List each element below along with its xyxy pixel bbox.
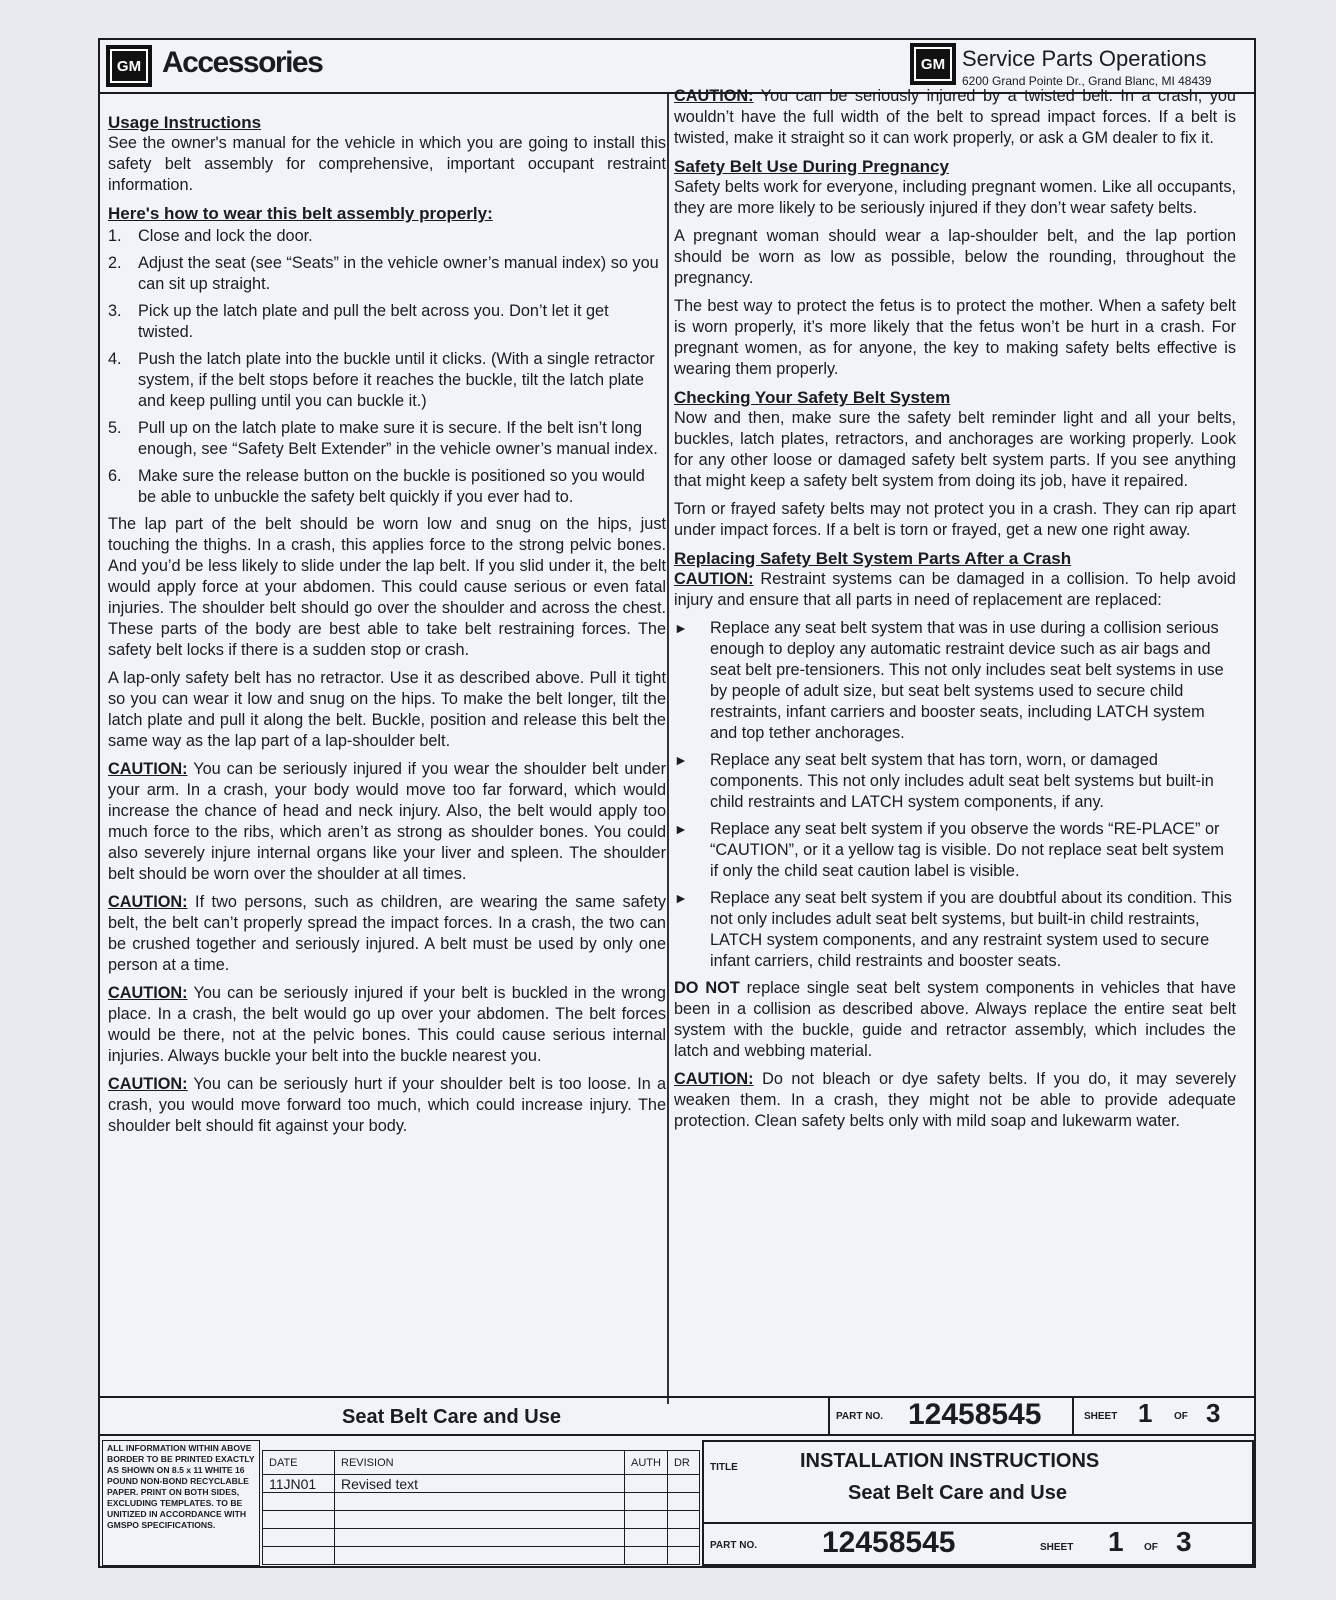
caution-bleach bbox=[674, 1069, 1236, 1132]
footer-bar bbox=[100, 1396, 1254, 1436]
caution-label: CAUTION: bbox=[674, 570, 754, 588]
step-text: Close and lock the door. bbox=[138, 227, 313, 245]
caution-restraint-damaged bbox=[674, 569, 1236, 611]
usage-heading: Usage Instructions bbox=[108, 113, 262, 132]
list-item bbox=[674, 888, 1236, 972]
caution-text: If two persons, such as children, are wearing the same safety belt, the belt can’t properly spread the impact forces. In a crash, the two can be crushed together and seriously injured. A belt must be used by only one person at a time. bbox=[108, 893, 666, 974]
list-item bbox=[674, 750, 1236, 813]
step-number: 2. bbox=[108, 254, 122, 272]
arrow-bullet-icon: ► bbox=[674, 620, 688, 636]
instruction-sheet bbox=[98, 38, 1256, 1568]
caution-two-persons bbox=[108, 892, 666, 976]
arrow-bullet-icon: ► bbox=[674, 752, 688, 768]
table-row bbox=[263, 1511, 700, 1529]
checking-paragraph-1: Now and then, make sure the safety belt reminder light and all your belts, buckles, latch plates, retractors, and anchorages are working properly. Look for any other loose or damaged safety belt system parts. If you see anything that might keep a safety belt system from doing its job, have it repaired. bbox=[674, 409, 1236, 490]
list-item bbox=[674, 819, 1236, 882]
caution-shoulder-under-arm bbox=[108, 759, 666, 885]
part-number: 12458545 bbox=[908, 1398, 1042, 1431]
replace-list bbox=[674, 618, 1236, 972]
arrow-bullet-icon: ► bbox=[674, 890, 688, 906]
caution-label: CAUTION: bbox=[108, 1075, 188, 1093]
of-label: OF bbox=[1174, 1411, 1188, 1422]
title-box bbox=[702, 1440, 1254, 1566]
step-text: Make sure the release button on the buckle is positioned so you would be able to unbuckle the safety belt quickly if you ever had to. bbox=[138, 467, 645, 506]
col-revision: REVISION bbox=[335, 1451, 625, 1475]
table-row bbox=[263, 1475, 700, 1493]
do-not-label: DO NOT bbox=[674, 979, 740, 997]
title-main: INSTALLATION INSTRUCTIONS bbox=[800, 1450, 1100, 1472]
list-item bbox=[674, 618, 1236, 744]
sheet-total: 3 bbox=[1206, 1398, 1221, 1428]
sheet-number: 1 bbox=[1138, 1398, 1153, 1428]
replacing-heading: Replacing Safety Belt System Parts After a Crash bbox=[674, 549, 1072, 568]
bullet-text: Replace any seat belt system that was in use during a collision serious enough to deploy any automatic restraint device such as air bags and seat belt pre-tensioners. This not only includes seat belt systems in use by people of adult size, but seat belt systems used to secure child restraints, infant carriers and booster seats, including LATCH system and top tether anchorages. bbox=[710, 619, 1224, 742]
step-text: Adjust the seat (see “Seats” in the vehicle owner’s manual index) so you can sit up straight. bbox=[138, 254, 659, 293]
title-block bbox=[100, 1438, 1254, 1568]
gm-logo-icon-right: GM bbox=[910, 43, 956, 85]
step-text: Pick up the latch plate and pull the belt across you. Don’t let it get twisted. bbox=[138, 302, 609, 341]
part-label: PART NO. bbox=[836, 1411, 884, 1422]
caution-text: You can be seriously injured if you wear the shoulder belt under your arm. In a crash, your body would move too far forward, which would increase the chance of head and neck injury. Also, the belt would apply too much force to the ribs, which aren’t as strong as shoulder bones. You could also severely injure internal organs like your liver and spleen. The shoulder belt should be worn over the shoulder at all times. bbox=[108, 760, 666, 883]
step-number: 5. bbox=[108, 419, 122, 437]
table-row bbox=[263, 1529, 700, 1547]
caution-text: You can be seriously hurt if your shoulder belt is too loose. In a crash, you would move forward too much, which could increase injury. The shoulder belt should fit against your body. bbox=[108, 1075, 666, 1135]
rev-auth bbox=[625, 1475, 668, 1493]
caution-text: Do not bleach or dye safety belts. If you do, it may severely weaken them. In a crash, they might not be able to provide adequate protection. Clean safety belts only with mild soap and lukewarm water. bbox=[674, 1070, 1236, 1130]
accessories-wordmark: Accessories bbox=[162, 46, 323, 79]
bullet-text: Replace any seat belt system that has torn, worn, or damaged components. This not only includes adult seat belt systems but built-in child restraints and LATCH system components, if any. bbox=[710, 751, 1214, 811]
step-text: Push the latch plate into the buckle until it clicks. (With a single retractor system, if the belt stops before it reaches the buckle, tilt the latch plate and keep pulling until you can buckle it.) bbox=[138, 350, 655, 410]
pregnancy-paragraph-2: A pregnant woman should wear a lap-shoulder belt, and the lap portion should be worn as low as possible, below the rounding, throughout the pregnancy. bbox=[674, 227, 1236, 287]
org-name: Service Parts Operations bbox=[962, 46, 1207, 71]
org-address: 6200 Grand Pointe Dr., Grand Blanc, MI 48439 bbox=[962, 74, 1212, 88]
footer-title: Seat Belt Care and Use bbox=[342, 1406, 561, 1428]
table-row bbox=[263, 1547, 700, 1565]
title-sub: Seat Belt Care and Use bbox=[848, 1482, 1067, 1504]
part-number-cell bbox=[828, 1398, 1072, 1434]
sheet-number-bottom: 1 bbox=[1108, 1526, 1124, 1557]
checking-heading: Checking Your Safety Belt System bbox=[674, 388, 951, 407]
list-item bbox=[108, 466, 666, 508]
lap-belt-paragraph: The lap part of the belt should be worn low and snug on the hips, just touching the thighs. In a crash, this applies force to the strong pelvic bones. And you’d be less likely to slide under the lap belt. If you slid under it, the belt would apply force at your abdomen. This could cause serious or even fatal injuries. The shoulder belt should go over the shoulder and across the chest. These parts of the body are best able to take belt restraining forces. The safety belt locks if there is a sudden stop or crash. bbox=[108, 515, 666, 659]
rev-dr bbox=[667, 1475, 699, 1493]
caution-twisted-belt bbox=[674, 86, 1236, 149]
bullet-text: Replace any seat belt system if you are doubtful about its condition. This not only includes adult seat belt systems, but built-in child restraints, LATCH system components, and any restraint system used to secure infant carriers, child restraints and booster seats. bbox=[710, 889, 1232, 970]
left-column bbox=[108, 108, 666, 1144]
bullet-text: Replace any seat belt system if you observe the words “RE-PLACE” or “CAUTION”, or it a yellow tag is visible. Do not replace seat belt system if only the child seat caution label is visible. bbox=[710, 820, 1224, 880]
step-number: 1. bbox=[108, 227, 122, 245]
right-column bbox=[674, 86, 1236, 1139]
gm-logo-icon: GM bbox=[106, 45, 152, 87]
steps-list bbox=[108, 226, 666, 508]
do-not-paragraph bbox=[674, 978, 1236, 1062]
list-item bbox=[108, 349, 666, 412]
caution-label: CAUTION: bbox=[108, 984, 188, 1002]
caution-label: CAUTION: bbox=[674, 87, 754, 105]
part-number-bottom: 12458545 bbox=[822, 1526, 956, 1559]
title-rule bbox=[704, 1522, 1252, 1524]
list-item bbox=[108, 226, 666, 247]
table-row bbox=[263, 1493, 700, 1511]
step-number: 4. bbox=[108, 350, 122, 368]
rev-text: Revised text bbox=[335, 1475, 625, 1493]
list-item bbox=[108, 301, 666, 343]
pregnancy-paragraph-1: Safety belts work for everyone, including pregnant women. Like all occupants, they are more likely to be seriously injured if they don’t wear safety belts. bbox=[674, 178, 1236, 217]
step-text: Pull up on the latch plate to make sure it is secure. If the belt isn’t long enough, see “Safety Belt Extender” in the vehicle owner’s manual index. bbox=[138, 419, 658, 458]
caution-label: CAUTION: bbox=[108, 760, 188, 778]
caution-text: You can be seriously injured if your belt is buckled in the wrong place. In a crash, the belt would go up over your abdomen. The belt forces would be there, not at the pelvic bones. This could cause serious internal injuries. Always buckle your belt into the buckle nearest you. bbox=[108, 984, 666, 1065]
step-number: 3. bbox=[108, 302, 122, 320]
sheet-label: SHEET bbox=[1084, 1411, 1118, 1422]
col-auth: AUTH bbox=[625, 1451, 668, 1475]
do-not-text: replace single seat belt system components in vehicles that have been in a collision as described above. Always replace the entire seat belt system with the buckle, guide and retractor assembly, which includes the latch and webbing material. bbox=[674, 979, 1236, 1060]
caution-label: CAUTION: bbox=[674, 1070, 754, 1088]
title-label: TITLE bbox=[710, 1462, 738, 1473]
pregnancy-heading: Safety Belt Use During Pregnancy bbox=[674, 157, 949, 176]
sheet-total-bottom: 3 bbox=[1176, 1526, 1192, 1557]
sheet-cell bbox=[1072, 1398, 1256, 1434]
list-item bbox=[108, 253, 666, 295]
rev-date: 11JN01 bbox=[263, 1475, 335, 1493]
checking-paragraph-2: Torn or frayed safety belts may not protect you in a crash. They can rip apart under impact forces. If a belt is torn or frayed, get a new one right away. bbox=[674, 500, 1236, 539]
lap-only-paragraph: A lap-only safety belt has no retractor. Use it as described above. Pull it tight so you can wear it low and snug on the hips. To make the belt longer, tilt the latch plate and pull it along the belt. Buckle, position and release this belt the same way as the lap part of a lap-shoulder belt. bbox=[108, 669, 666, 750]
list-item bbox=[108, 418, 666, 460]
caution-label: CAUTION: bbox=[108, 893, 188, 911]
col-date: DATE bbox=[263, 1451, 335, 1475]
caution-text: You can be seriously injured by a twisted belt. In a crash, you wouldn’t have the full width of the belt to spread impact forces. If a belt is twisted, make it straight so it can work properly, or ask a GM dealer to fix it. bbox=[674, 87, 1236, 147]
wear-heading: Here's how to wear this belt assembly properly: bbox=[108, 204, 493, 223]
sheet-label-bottom: SHEET bbox=[1040, 1542, 1074, 1553]
caution-text: Restraint systems can be damaged in a collision. To help avoid injury and ensure that all parts in need of replacement are replaced: bbox=[674, 570, 1236, 609]
caution-too-loose bbox=[108, 1074, 666, 1137]
part-label-bottom: PART NO. bbox=[710, 1540, 758, 1551]
revision-table bbox=[262, 1450, 700, 1565]
step-number: 6. bbox=[108, 467, 122, 485]
print-note: ALL INFORMATION WITHIN ABOVE BORDER TO BE PRINTED EXACTLY AS SHOWN ON 8.5 x 11 WHITE 16 POUND NON-BOND RECYCLABLE PAPER. PRINT ON BOTH SIDES, EXCLUDING TEMPLATES. TO BE UNITIZED IN ACCORDANCE WITH GMSPO SPECIFICATIONS. bbox=[102, 1440, 260, 1566]
caution-wrong-place bbox=[108, 983, 666, 1067]
column-divider bbox=[667, 94, 669, 1404]
usage-text: See the owner's manual for the vehicle in which you are going to install this safety belt assembly for comprehensive, important occupant restraint information. bbox=[108, 134, 666, 194]
pregnancy-paragraph-3: The best way to protect the fetus is to protect the mother. When a safety belt is worn properly, it’s more likely that the fetus won’t be hurt in a crash. For pregnant women, as for anyone, the key to making safety belts effective is wearing them properly. bbox=[674, 297, 1236, 378]
arrow-bullet-icon: ► bbox=[674, 821, 688, 837]
col-dr: DR bbox=[667, 1451, 699, 1475]
of-label-bottom: OF bbox=[1144, 1542, 1158, 1553]
